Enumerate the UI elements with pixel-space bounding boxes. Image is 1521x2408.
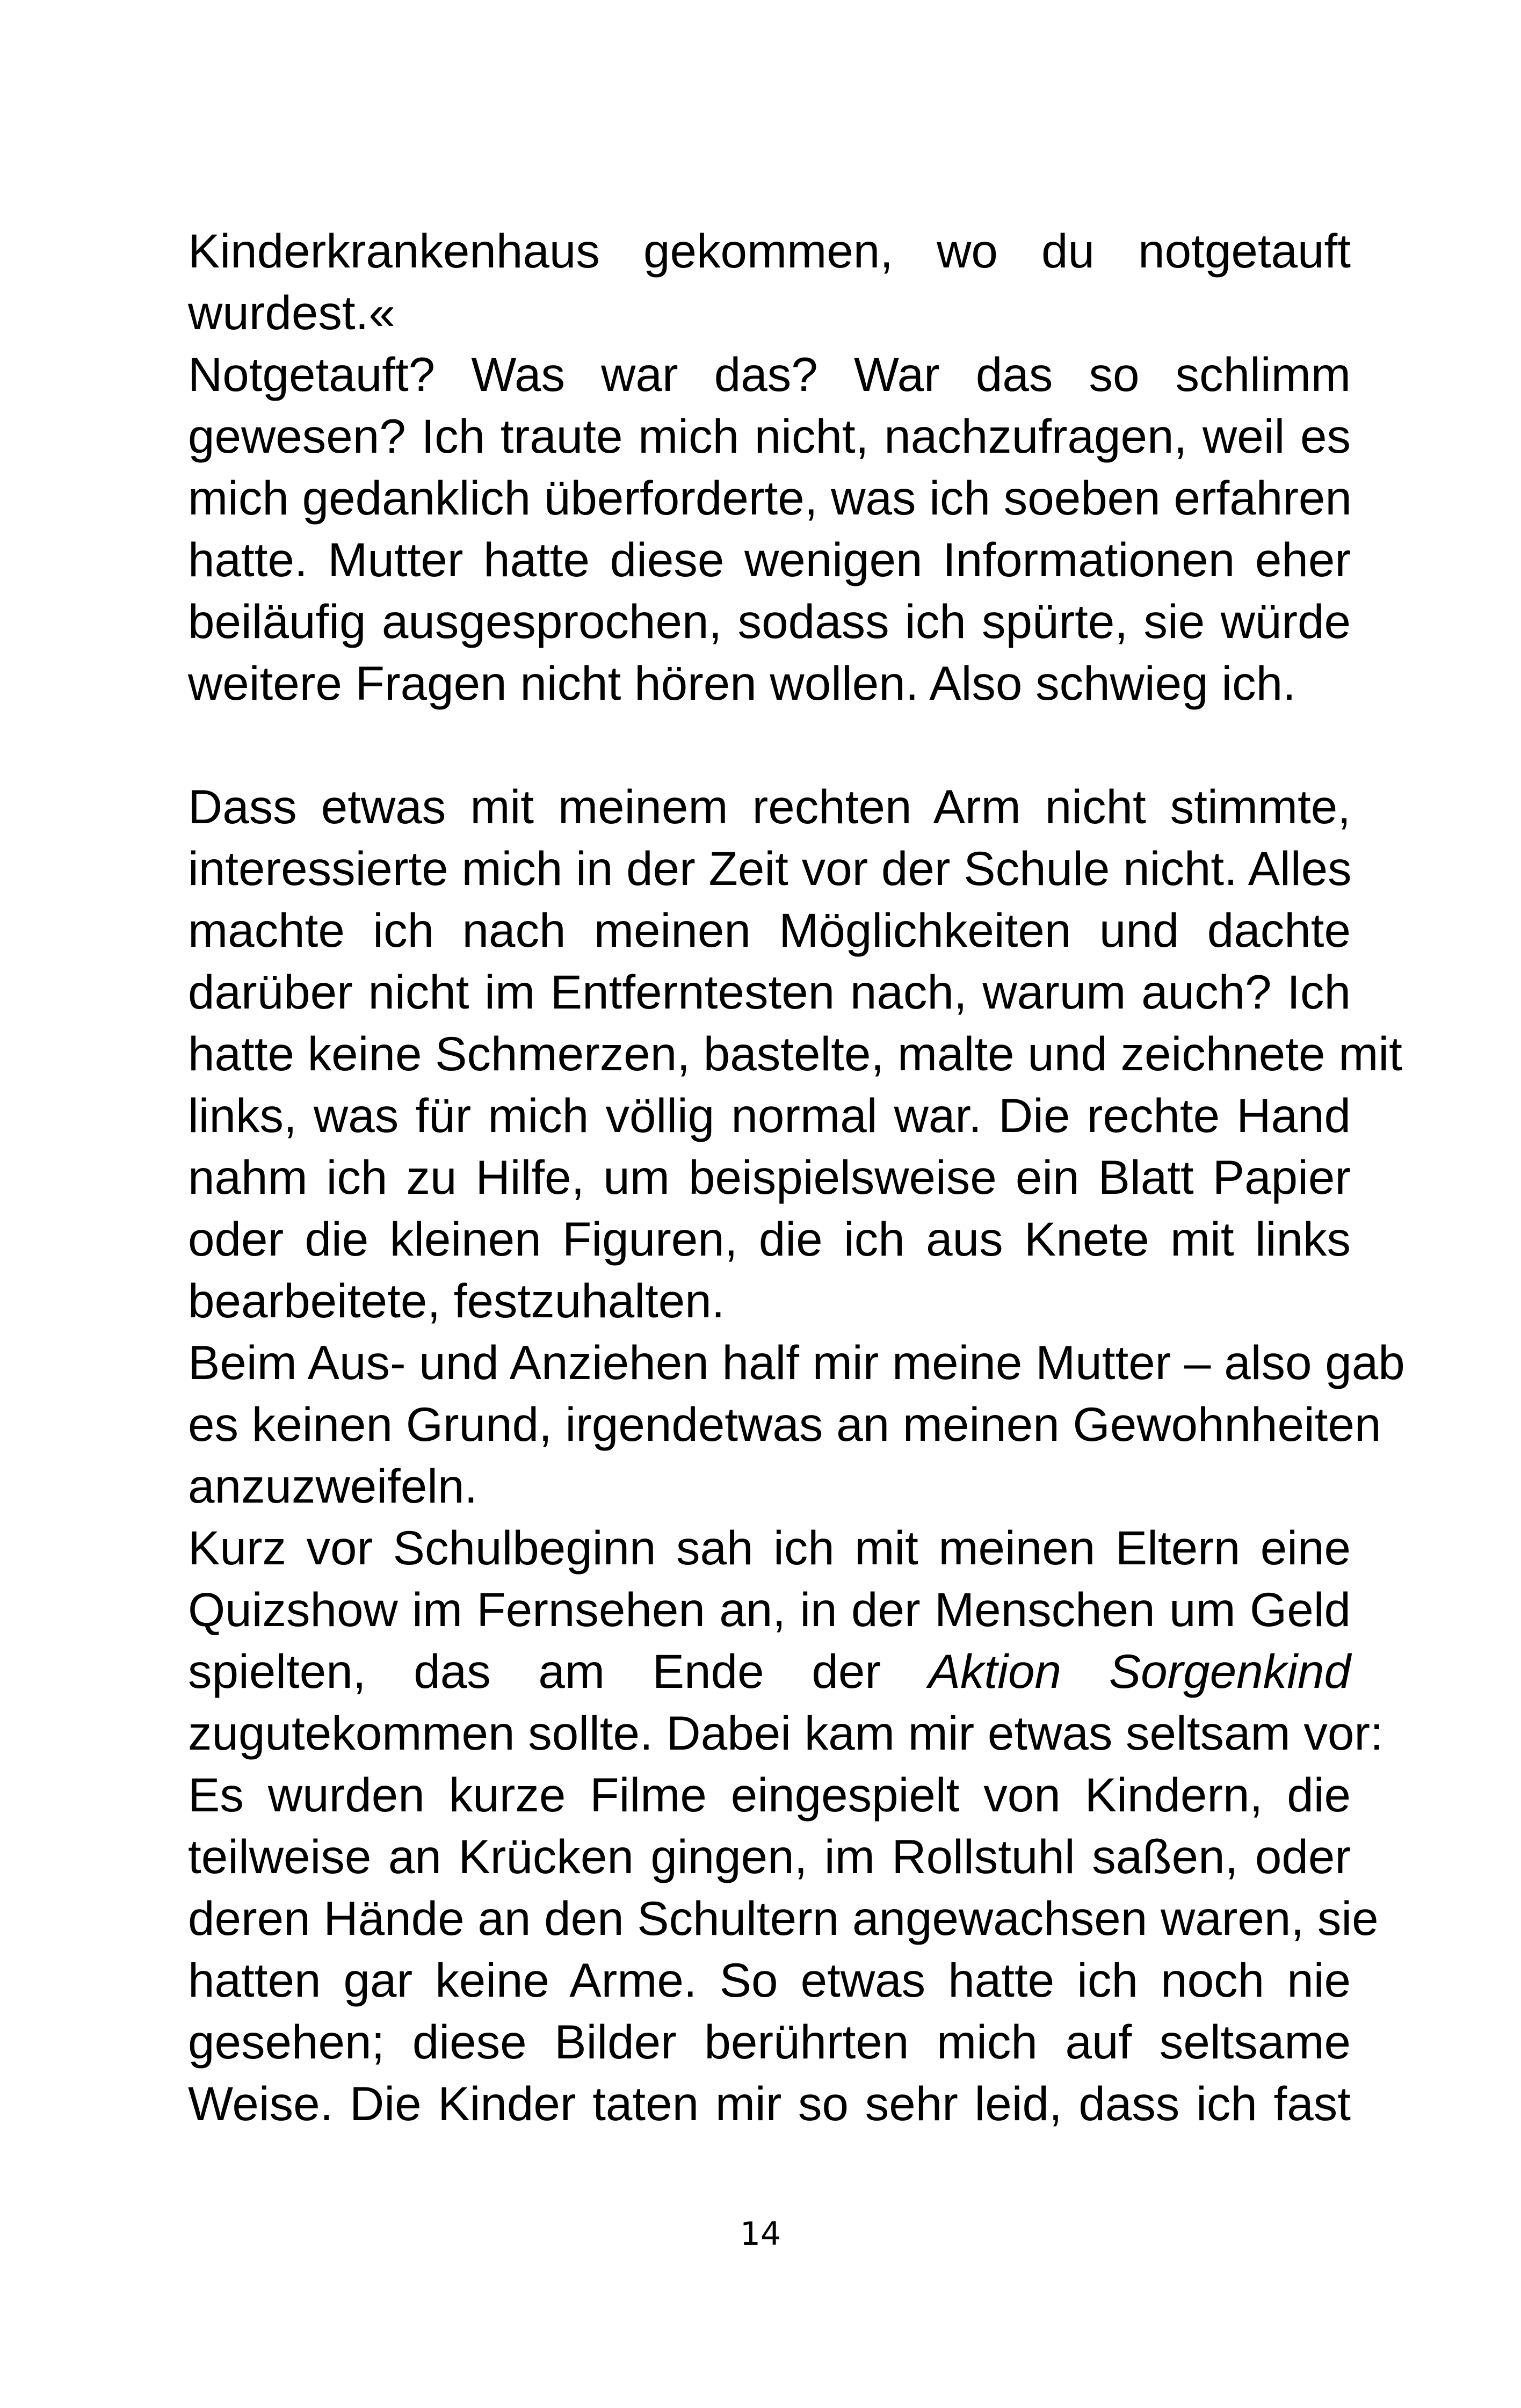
text-line: gesehen; diese Bilder berührten mich auf seltsame bbox=[188, 2015, 1351, 2069]
text-line: wurdest.« bbox=[188, 286, 395, 339]
paragraph-5 bbox=[188, 1517, 1384, 2135]
paragraph-2 bbox=[188, 344, 1351, 714]
text-line: beiläufig ausgesprochen, sodass ich spürte, sie würde bbox=[188, 594, 1351, 648]
page-number: 14 bbox=[740, 2215, 781, 2253]
text-line: hatten gar keine Arme. So etwas hatte ich noch nie bbox=[188, 1953, 1351, 2007]
text-line: hatte keine Schmerzen, bastelte, malte und zeichnete mit bbox=[188, 1027, 1402, 1080]
italic-phrase: Aktion Sorgenkind bbox=[928, 1644, 1351, 1698]
text-line: Weise. Die Kinder taten mir so sehr leid, dass ich fast bbox=[188, 2077, 1351, 2130]
text-line: teilweise an Krücken gingen, im Rollstuhl saßen, oder bbox=[188, 1830, 1351, 1883]
text-line: anzuzweifeln. bbox=[188, 1459, 478, 1513]
text-line: es keinen Grund, irgendetwas an meinen Gewohnheiten bbox=[188, 1397, 1381, 1451]
text-line: Quizshow im Fernsehen an, in der Menschen um Geld bbox=[188, 1583, 1351, 1636]
text-line: machte ich nach meinen Möglichkeiten und dachte bbox=[188, 903, 1351, 957]
text-line: nahm ich zu Hilfe, um beispielsweise ein Blatt Papier bbox=[188, 1150, 1351, 1204]
text-line: gewesen? Ich traute mich nicht, nachzufragen, weil es bbox=[188, 409, 1351, 463]
text-line: mich gedanklich überforderte, was ich soeben erfahren bbox=[188, 471, 1352, 525]
paragraph-3 bbox=[188, 776, 1402, 1332]
text-line: interessierte mich in der Zeit vor der Schule nicht. Alles bbox=[188, 842, 1352, 895]
text-line: bearbeitete, festzuhalten. bbox=[188, 1274, 725, 1328]
text-line: Beim Aus- und Anziehen half mir meine Mutter – also gab bbox=[188, 1336, 1405, 1389]
text-line: Kinderkrankenhaus gekommen, wo du notgetauft bbox=[188, 224, 1351, 278]
text-line: deren Hände an den Schultern angewachsen waren, sie bbox=[188, 1891, 1379, 1945]
text-line: hatte. Mutter hatte diese wenigen Informationen eher bbox=[188, 533, 1351, 586]
text-line: Es wurden kurze Filme eingespielt von Kindern, die bbox=[188, 1768, 1351, 1822]
text-line: darüber nicht im Entferntesten nach, warum auch? Ich bbox=[188, 965, 1351, 1019]
text-line: links, was für mich völlig normal war. Die rechte Hand bbox=[188, 1089, 1351, 1142]
paragraph-1 bbox=[188, 220, 1351, 344]
text-line-with-italic: spielten, das am Ende der Aktion Sorgenkind bbox=[188, 1644, 1351, 1698]
paragraph-4 bbox=[188, 1332, 1405, 1517]
text-line: Dass etwas mit meinem rechten Arm nicht stimmte, bbox=[188, 780, 1351, 833]
text-line: oder die kleinen Figuren, die ich aus Knete mit links bbox=[188, 1212, 1351, 1266]
body-text bbox=[188, 220, 1405, 2135]
text-line: zugutekommen sollte. Dabei kam mir etwas seltsam vor: bbox=[188, 1706, 1384, 1760]
text-line: Notgetauft? Was war das? War das so schlimm bbox=[188, 347, 1351, 401]
text-line: weitere Fragen nicht hören wollen. Also schwieg ich. bbox=[188, 656, 1296, 710]
text-line: Kurz vor Schulbeginn sah ich mit meinen Eltern eine bbox=[188, 1521, 1351, 1575]
